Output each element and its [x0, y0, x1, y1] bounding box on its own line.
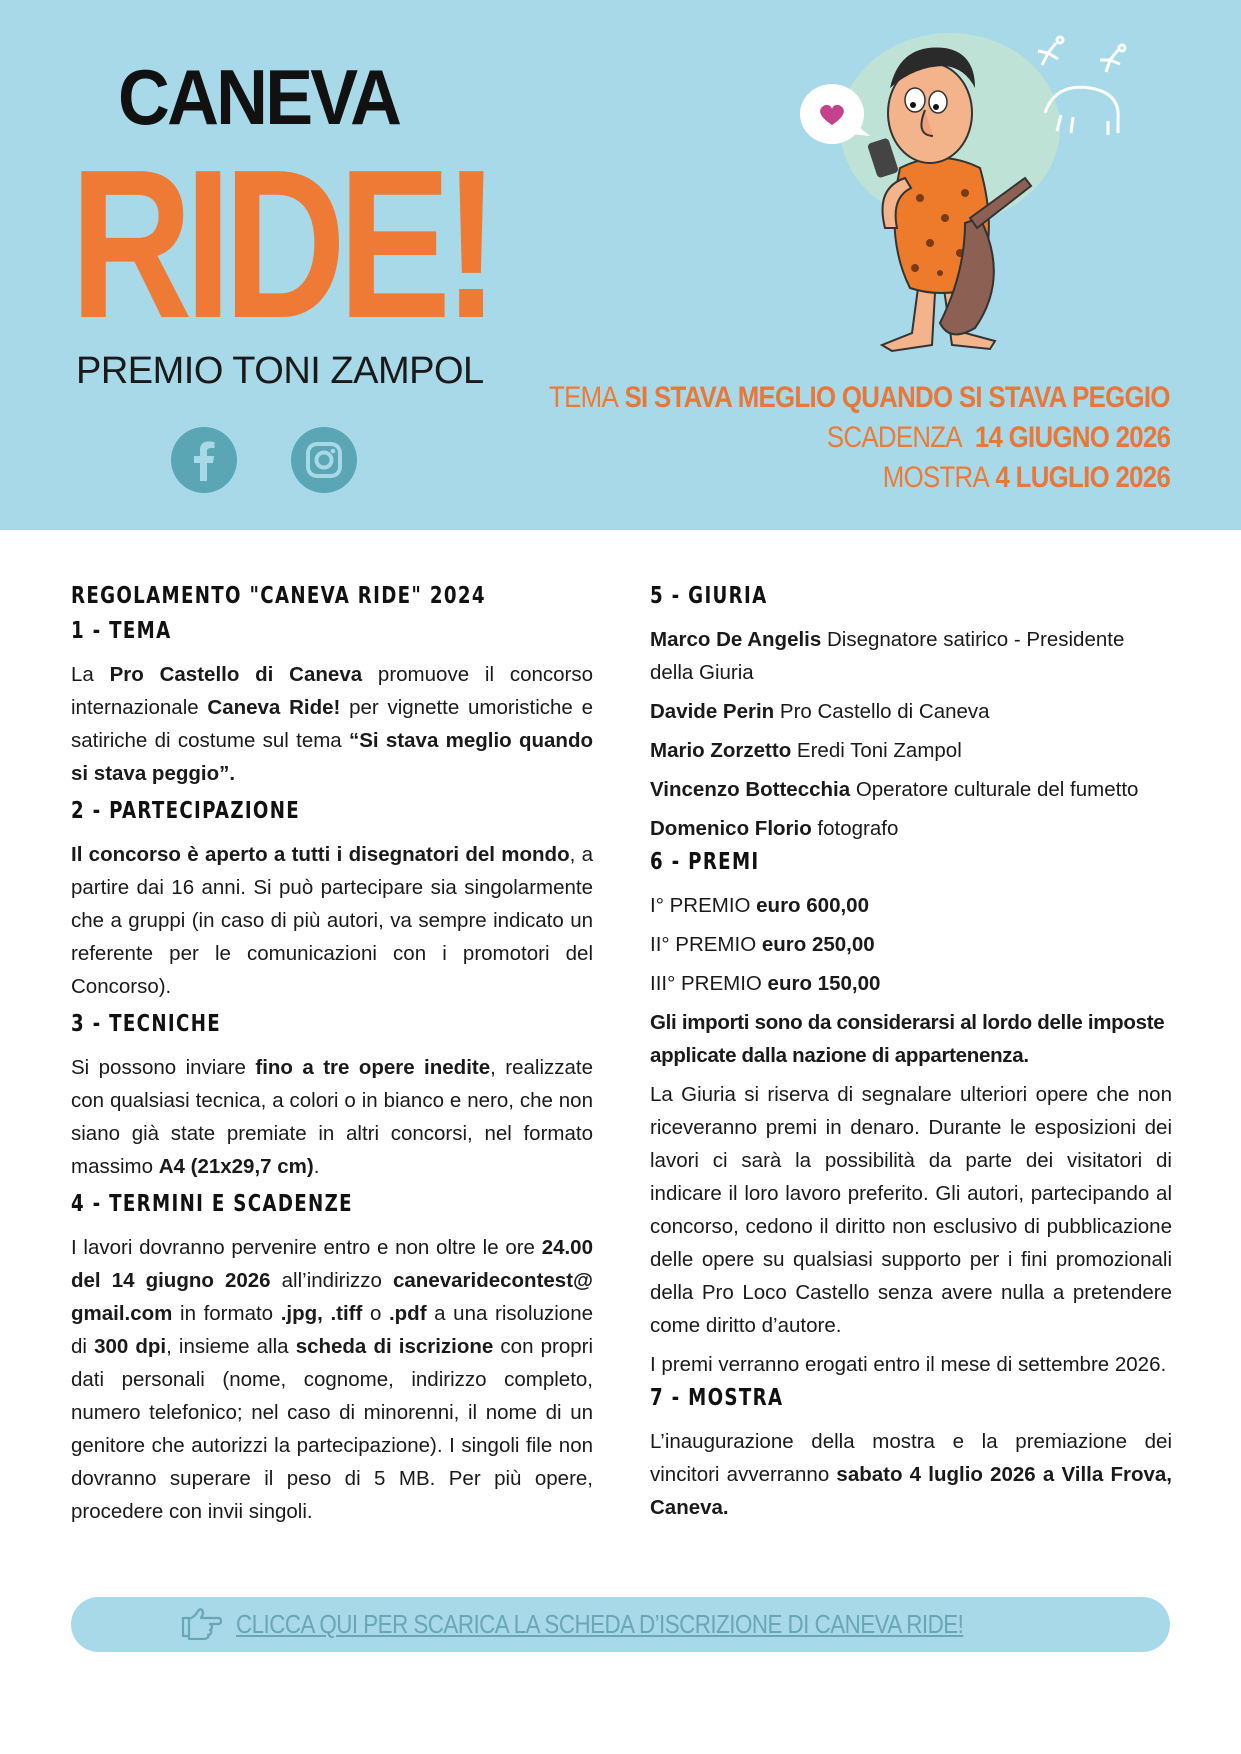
section-7-text: L’inaugurazione della mostra e la premiazione dei vincitori avverranno sabato 4 luglio 2026 a Villa Frova, Caneva.: [650, 1430, 1172, 1519]
prize-item: I° PREMIO euro 600,00: [650, 894, 869, 917]
jury-member: Mario Zorzetto Eredi Toni Zampol: [650, 739, 962, 762]
tax-note: Gli importi sono da considerarsi al lordo delle imposte applicate dalla nazione di appartenenza.: [650, 1011, 1165, 1067]
logo-subtitle: PREMIO TONI ZAMPOL: [76, 350, 484, 392]
section-2-text: Il concorso è aperto a tutti i disegnatori del mondo, a partire dai 16 anni. Si può partecipare sia singolarmente che a gruppi (in caso di più autori, va sempre indicato un referente per le comunicazioni con i promotori del Concorso).: [71, 843, 593, 998]
logo-ride: RIDE!: [70, 125, 492, 362]
right-column: [650, 585, 1172, 1524]
prize-list: [650, 889, 1172, 1000]
jury-member: Davide Perin Pro Castello di Caneva: [650, 700, 990, 723]
contest-email[interactable]: canevaridecontest@ gmail.com: [71, 1269, 594, 1325]
pointing-hand-icon: [180, 1606, 222, 1640]
section-1-title: 1 - TEMA: [71, 618, 172, 644]
section-7-title: 7 - MOSTRA: [650, 1385, 784, 1411]
facebook-icon[interactable]: [171, 427, 237, 493]
caveman-illustration: [780, 18, 1160, 378]
info-scadenza: [827, 423, 1170, 453]
left-column: [71, 585, 593, 1528]
jury-member: Vincenzo Bottecchia Operatore culturale del fumetto: [650, 778, 1139, 801]
jury-member: Domenico Florio fotografo: [650, 817, 899, 840]
section-2-title: 2 - PARTECIPAZIONE: [71, 798, 301, 824]
rules-title: REGOLAMENTO "CANEVA RIDE" 2024: [71, 583, 486, 609]
jury-list: [650, 623, 1172, 845]
scadenza-label: SCADENZA: [826, 421, 962, 454]
prize-item: II° PREMIO euro 250,00: [650, 933, 875, 956]
payment-note: I premi verranno erogati entro il mese di settembre 2026.: [650, 1353, 1167, 1376]
mostra-label: MOSTRA: [882, 461, 989, 494]
download-form-link[interactable]: CLICCA QUI PER SCARICA LA SCHEDA D’ISCRIZIONE DI CANEVA RIDE!: [236, 1609, 964, 1639]
tema-value: SI STAVA MEGLIO QUANDO SI STAVA PEGGIO: [624, 381, 1170, 414]
instagram-icon[interactable]: [291, 427, 357, 493]
scadenza-value: 14 GIUGNO 2026: [974, 421, 1170, 454]
section-6-title: 6 - PREMI: [650, 849, 760, 875]
prize-item: III° PREMIO euro 150,00: [650, 972, 881, 995]
jury-note: La Giuria si riserva di segnalare ulteriori opere che non riceveranno premi in denaro. Durante le esposizioni dei lavori ci sarà la possibilità da parte dei visitatori di indicare il loro lavoro preferito. Gli autori, partecipando al concorso, cedono il diritto non esclusivo di pubblicazione delle opere su qualsiasi supporto per i fini promozionali della Pro Loco Castello senza avere nulla a pretendere come diritto d’autore.: [650, 1083, 1172, 1337]
section-4-text: I lavori dovranno pervenire entro e non oltre le ore 24.00 del 14 giugno 2026 all’indirizzo canevaridecontest@ gmail.com in formato .jpg, .tiff o .pdf a una risoluzione di 300 dpi, insieme alla scheda di iscrizione con propri dati personali (nome, cognome, indirizzo completo, numero telefonico; nel caso di minorenni, il nome di un genitore che autorizzi la partecipazione). I singoli file non dovranno superare il peso di 5 MB. Per più opere, procedere con invii singoli.: [71, 1236, 594, 1523]
info-mostra: [883, 463, 1170, 493]
mostra-value: 4 LUGLIO 2026: [995, 461, 1170, 494]
tema-label: TEMA: [549, 381, 619, 414]
jury-member: Marco De Angelis Disegnatore satirico - Presidente della Giuria: [650, 628, 1125, 684]
section-5-title: 5 - GIURIA: [650, 583, 768, 609]
section-3-text: Si possono inviare fino a tre opere inedite, realizzate con qualsiasi tecnica, a colori o in bianco e nero, che non siano già state premiate in altri concorsi, nel formato massimo A4 (21x29,7 cm).: [71, 1056, 593, 1178]
section-1-text: La Pro Castello di Caneva promuove il concorso internazionale Caneva Ride! per vignette umoristiche e satiriche di costume sul tema “Si stava meglio quando si stava peggio”.: [71, 663, 593, 785]
logo-caneva: CANEVA: [118, 53, 400, 141]
section-4-title: 4 - TERMINI E SCADENZE: [71, 1191, 353, 1217]
section-3-title: 3 - TECNICHE: [71, 1011, 222, 1037]
info-tema: [549, 383, 1170, 413]
